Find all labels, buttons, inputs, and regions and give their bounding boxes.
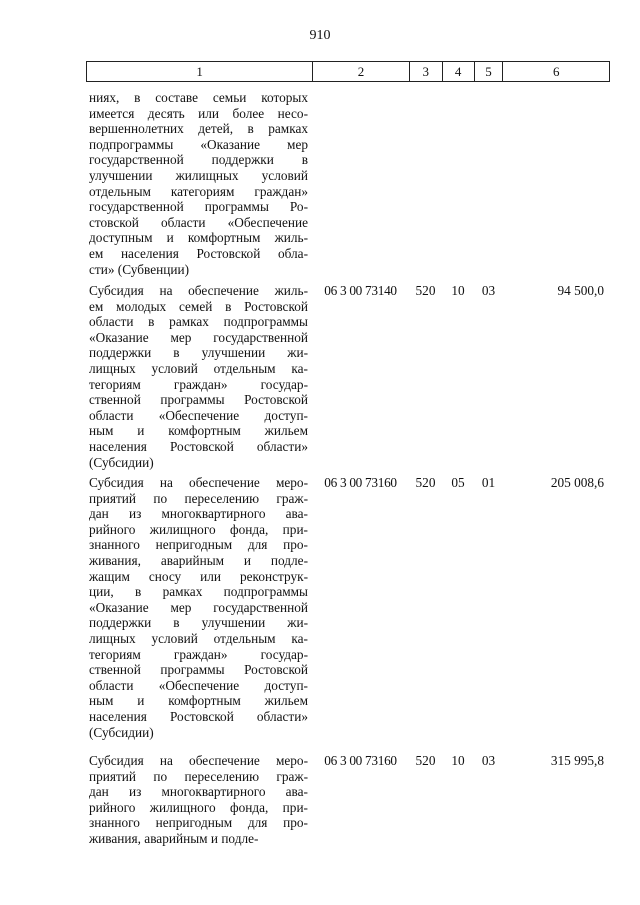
description-line: ции, в рамках подпрограммы [89, 584, 308, 600]
description-line: тегориям граждан» государ- [89, 376, 308, 392]
description-line: приятий по переселению граж- [89, 490, 308, 506]
description-line: рийного жилищного фонда, при- [89, 521, 308, 537]
target-article-code: 06 3 00 73140 [324, 283, 397, 298]
description-line: государственной программы Ро- [89, 199, 308, 215]
description-line: области «Обеспечение доступ- [89, 407, 308, 423]
expense-type-code: 520 [415, 283, 436, 298]
description-line: знанного непригодным для про- [89, 815, 308, 831]
expense-type-code: 520 [415, 753, 436, 768]
amount-value: 205 008,6 [550, 475, 604, 490]
description-line: лищных условий отдельным ка- [89, 360, 308, 376]
table-header [86, 61, 610, 82]
description-line: дан из многоквартирного ава- [89, 506, 308, 522]
target-article-code [312, 90, 409, 277]
header-col-2: 2 [312, 62, 409, 81]
description-line: стовской области «Обеспечение [89, 214, 308, 230]
description-line: лищных условий отдельным ка- [89, 630, 308, 646]
description-line: ным и комфортным жильем [89, 423, 308, 439]
target-article-code: 06 3 00 73160 [324, 475, 397, 490]
section-code: 10 [451, 283, 465, 298]
subsection-code: 03 [481, 753, 496, 768]
amount-value: 94 500,0 [557, 283, 604, 298]
description-line: Субсидия на обеспечение жиль- [89, 283, 308, 298]
description-line: «Оказание мер государственной [89, 329, 308, 345]
header-col-4: 4 [442, 62, 474, 81]
description-line: вершеннолетних детей, в рамках [89, 121, 308, 137]
page-number: 910 [309, 28, 331, 43]
description-line: тегориям граждан» государ- [89, 646, 308, 662]
description-line: ем молодых семей в Ростовской [89, 298, 308, 314]
description-line: «Оказание мер государственной [89, 599, 308, 615]
header-col-3: 3 [409, 62, 442, 81]
section-code: 10 [451, 753, 465, 768]
description-line: населения Ростовской области» [89, 708, 308, 724]
description-line: населения Ростовской области» [89, 438, 308, 454]
row-description [86, 475, 312, 740]
amount-value [503, 90, 610, 277]
table-row [86, 283, 610, 470]
expense-type-code: 520 [415, 475, 436, 490]
description-line: области в рамках подпрограммы [89, 314, 308, 330]
description-line: имеется десять или более несо- [89, 105, 308, 121]
description-line: ниях, в составе семьи которых [89, 90, 308, 105]
header-col-1: 1 [196, 64, 203, 79]
description-line: ственной программы Ростовской [89, 392, 308, 408]
description-line: поддержки в улучшении жи- [89, 345, 308, 361]
description-line: государственной поддержки в [89, 152, 308, 168]
description-line: Субсидия на обеспечение меро- [89, 475, 308, 490]
description-line: поддержки в улучшении жи- [89, 615, 308, 631]
row-description [86, 283, 312, 470]
target-article-code: 06 3 00 73160 [324, 753, 397, 768]
description-line: приятий по переселению граж- [89, 768, 308, 784]
description-line: ным и комфортным жильем [89, 693, 308, 709]
row-description [86, 90, 312, 277]
description-line: (Субсидии) [89, 724, 154, 740]
subsection-code: 03 [481, 283, 496, 298]
description-line: подпрограммы «Оказание мер [89, 136, 308, 152]
description-line: области «Обеспечение доступ- [89, 677, 308, 693]
description-line: отдельным категориям граждан» [89, 183, 308, 199]
row-description [86, 753, 312, 847]
description-line: знанного непригодным для про- [89, 537, 308, 553]
section-code [442, 90, 474, 277]
section-code: 05 [451, 475, 465, 490]
header-col-6: 6 [502, 62, 609, 81]
amount-value: 315 995,8 [550, 753, 604, 768]
description-line: живания, аварийным и подле- [89, 830, 259, 846]
table-row [86, 475, 610, 740]
description-line: сти» (Субвенции) [89, 261, 189, 277]
description-line: (Субсидии) [89, 454, 154, 470]
subsection-code [474, 90, 503, 277]
description-line: рийного жилищного фонда, при- [89, 799, 308, 815]
description-line: ем населения Ростовской обла- [89, 245, 308, 261]
table-row [86, 90, 610, 277]
description-line: дан из многоквартирного ава- [89, 784, 308, 800]
description-line: ственной программы Ростовской [89, 662, 308, 678]
description-line: доступным и комфортным жиль- [89, 230, 308, 246]
budget-table [86, 61, 610, 846]
expense-type-code [409, 90, 442, 277]
subsection-code: 01 [481, 475, 496, 490]
description-line: жащим сносу или реконструк- [89, 568, 308, 584]
description-line: живания, аварийным и подле- [89, 552, 308, 568]
description-line: Субсидия на обеспечение меро- [89, 753, 308, 768]
table-row [86, 753, 610, 847]
description-line: улучшении жилищных условий [89, 167, 308, 183]
header-col-5: 5 [474, 62, 503, 81]
